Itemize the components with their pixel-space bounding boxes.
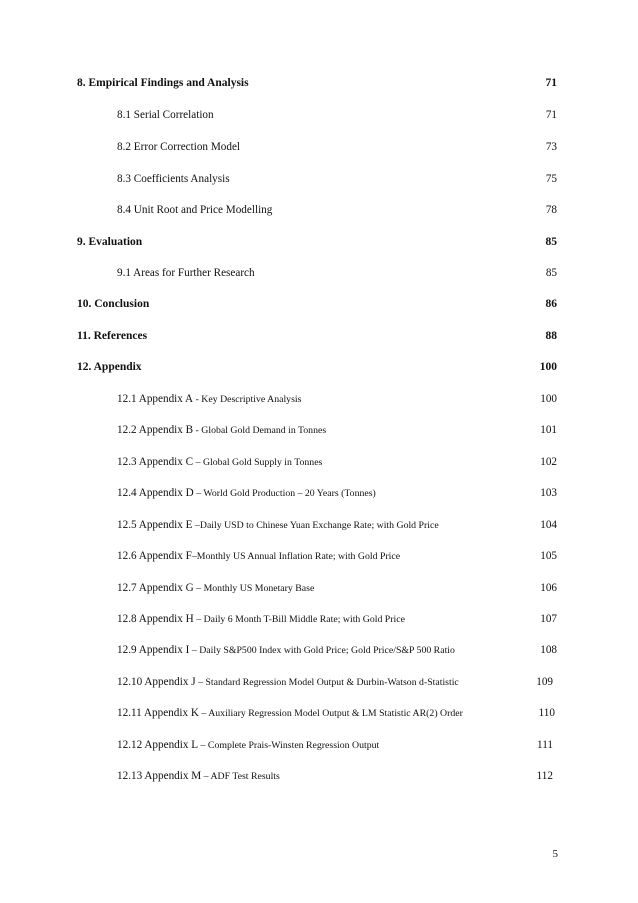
toc-page: 85 <box>545 267 557 279</box>
appendix-label <box>117 389 301 410</box>
appendix-page: 102 <box>540 456 557 468</box>
appendix-prefix: 12.13 Appendix M <box>117 770 202 782</box>
appendix-label <box>117 609 405 630</box>
appendix-desc: –Daily USD to Chinese Yuan Exchange Rate; with Gold Price <box>192 520 439 531</box>
appendix-page: 112 <box>536 770 553 782</box>
toc-row <box>0 73 638 93</box>
appendix-desc: – Global Gold Supply in Tonnes <box>193 457 323 468</box>
toc-page: 71 <box>545 77 557 89</box>
appendix-row <box>0 452 638 472</box>
appendix-prefix: 12.1 Appendix A <box>117 393 194 405</box>
toc-row <box>0 232 638 252</box>
appendix-page: 103 <box>540 487 557 499</box>
toc-row <box>0 263 638 283</box>
appendix-desc: - Key Descriptive Analysis <box>193 394 302 405</box>
appendix-row <box>0 766 638 786</box>
appendix-page: 105 <box>540 550 557 562</box>
appendix-page: 104 <box>540 519 557 531</box>
toc-label: 11. References <box>77 330 148 342</box>
toc-label: 9. Evaluation <box>77 236 143 248</box>
appendix-label <box>117 578 314 599</box>
appendix-desc: – Daily S&P500 Index with Gold Price; Gold Price/S&P 500 Ratio <box>189 645 455 656</box>
toc-page: 88 <box>545 330 557 342</box>
toc-page: 75 <box>545 173 557 185</box>
page-number: 5 <box>552 848 558 860</box>
appendix-prefix: 12.11 Appendix K <box>117 707 199 719</box>
appendix-desc: – World Gold Production – 20 Years (Tonnes) <box>193 488 376 499</box>
appendix-label <box>117 420 326 441</box>
toc-page: 86 <box>545 298 557 310</box>
appendix-desc: – Complete Prais-Winsten Regression Output <box>198 740 380 751</box>
appendix-prefix: 12.9 Appendix I <box>117 644 190 656</box>
toc-page: 78 <box>545 204 557 216</box>
appendix-prefix: 12.8 Appendix H <box>117 613 194 625</box>
toc-label: 9.1 Areas for Further Research <box>117 267 255 279</box>
toc-label: 8.2 Error Correction Model <box>117 141 241 153</box>
appendix-page: 108 <box>540 644 557 656</box>
appendix-prefix: 12.10 Appendix J <box>117 676 196 688</box>
appendix-label <box>117 640 455 661</box>
appendix-row <box>0 735 638 755</box>
appendix-page: 107 <box>540 613 557 625</box>
appendix-page: 100 <box>540 393 557 405</box>
appendix-row <box>0 483 638 503</box>
appendix-desc: - Global Gold Demand in Tonnes <box>193 425 327 436</box>
appendix-prefix: 12.5 Appendix E <box>117 519 193 531</box>
appendix-label <box>117 672 459 693</box>
appendix-row <box>0 420 638 440</box>
appendix-desc: – Auxiliary Regression Model Output & LM Statistic AR(2) Order <box>198 708 463 719</box>
toc-page: 100 <box>539 361 557 373</box>
toc-row <box>0 200 638 220</box>
toc-row <box>0 169 638 189</box>
toc-row <box>0 294 638 314</box>
toc-label: 8. Empirical Findings and Analysis <box>77 77 249 89</box>
toc-label: 8.3 Coefficients Analysis <box>117 173 230 185</box>
appendix-row <box>0 546 638 566</box>
appendix-row <box>0 515 638 535</box>
toc-row <box>0 326 638 346</box>
toc-row <box>0 357 638 377</box>
appendix-page: 109 <box>536 676 553 688</box>
toc-label: 10. Conclusion <box>77 298 150 310</box>
appendix-desc: – Monthly US Monetary Base <box>193 583 315 594</box>
toc-page: 73 <box>545 141 557 153</box>
toc-label: 8.4 Unit Root and Price Modelling <box>117 204 273 216</box>
appendix-label <box>117 735 379 756</box>
appendix-page: 101 <box>540 424 557 436</box>
appendix-desc: – ADF Test Results <box>201 771 280 782</box>
appendix-row <box>0 672 638 692</box>
appendix-prefix: 12.12 Appendix L <box>117 739 199 751</box>
appendix-row <box>0 609 638 629</box>
appendix-prefix: 12.2 Appendix B <box>117 424 194 436</box>
appendix-label <box>117 515 439 536</box>
appendix-desc: – Standard Regression Model Output & Durbin-Watson d-Statistic <box>195 677 459 688</box>
appendix-row <box>0 703 638 723</box>
appendix-row <box>0 640 638 660</box>
toc-row <box>0 105 638 125</box>
appendix-prefix: 12.3 Appendix C <box>117 456 194 468</box>
toc-page: 71 <box>545 109 557 121</box>
appendix-label <box>117 483 376 504</box>
appendix-prefix: 12.7 Appendix G <box>117 582 194 594</box>
appendix-page: 110 <box>538 707 555 719</box>
appendix-prefix: 12.4 Appendix D <box>117 487 194 499</box>
appendix-desc: – Daily 6 Month T-Bill Middle Rate; with Gold Price <box>193 614 405 625</box>
toc-page: 85 <box>545 236 557 248</box>
appendix-label <box>117 703 463 724</box>
appendix-label <box>117 452 322 473</box>
appendix-label <box>117 766 280 787</box>
toc-label: 8.1 Serial Correlation <box>117 109 214 121</box>
appendix-label <box>117 546 400 567</box>
toc-label: 12. Appendix <box>77 361 142 373</box>
appendix-row <box>0 389 638 409</box>
appendix-page: 106 <box>540 582 557 594</box>
appendix-desc: –Monthly US Annual Inflation Rate; with Gold Price <box>191 551 401 562</box>
appendix-row <box>0 578 638 598</box>
appendix-prefix: 12.6 Appendix F <box>117 550 192 562</box>
toc-row <box>0 137 638 157</box>
appendix-page: 111 <box>537 739 553 751</box>
